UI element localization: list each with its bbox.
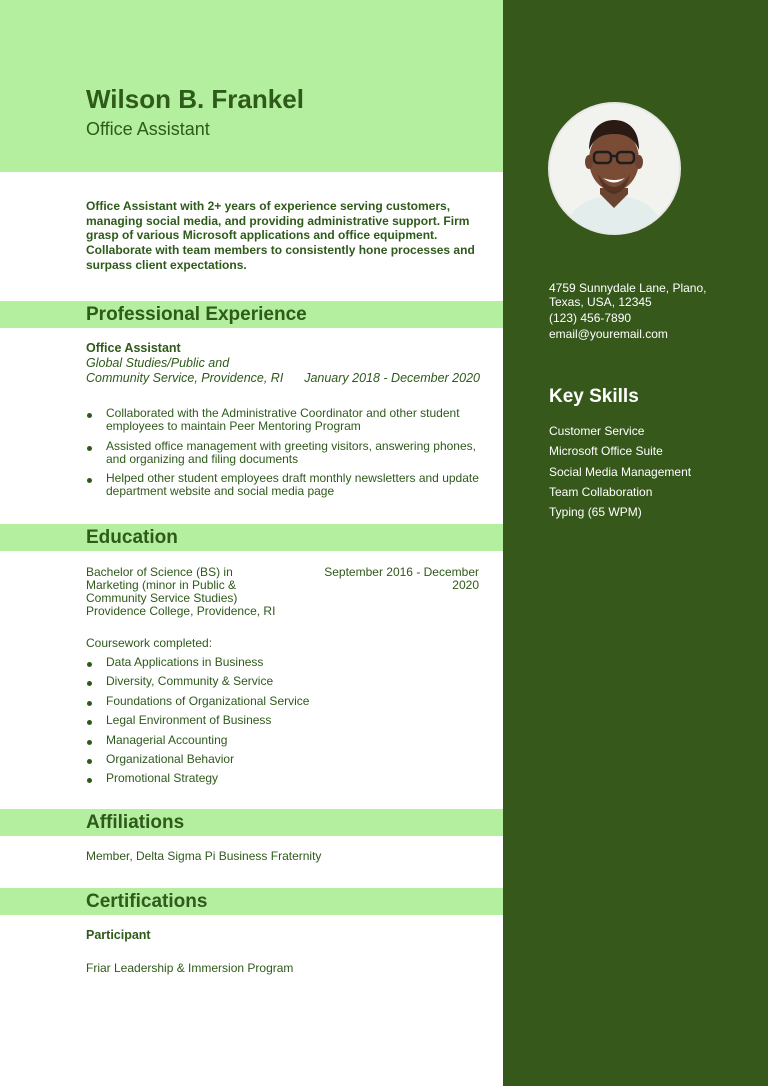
skills-list: [549, 424, 691, 525]
profile-photo: [548, 102, 681, 235]
education-degree: Bachelor of Science (BS) in Marketing (minor in Public & Community Service Studies): [86, 565, 238, 605]
affiliation-text: Member, Delta Sigma Pi Business Fraternity: [86, 849, 322, 863]
certifications-heading: Certifications: [86, 891, 208, 912]
education-section-band: [0, 524, 503, 551]
candidate-name: Wilson B. Frankel: [86, 84, 304, 114]
list-item: Legal Environment of Business: [86, 714, 486, 733]
bullet-icon: [87, 778, 92, 783]
bullet-icon: [87, 759, 92, 764]
list-item: Promotional Strategy: [86, 772, 486, 791]
skill-item: Typing (65 WPM): [549, 505, 642, 520]
contact-email: email@youremail.com: [549, 327, 668, 341]
bullet-icon: [87, 662, 92, 667]
bullet-icon: [87, 740, 92, 745]
person-portrait-icon: [550, 104, 679, 233]
affiliations-section-band: [0, 809, 503, 836]
bullet-icon: [87, 413, 92, 418]
list-item: Collaborated with the Administrative Coordinator and other student employees to maintain Peer Mentoring Program: [86, 407, 486, 434]
job-organization: Global Studies/Public and Community Service, Providence, RI: [86, 356, 284, 385]
job-title: Office Assistant: [86, 341, 181, 355]
education-school: Providence College, Providence, RI: [86, 604, 276, 618]
skill-item: Customer Service: [549, 424, 645, 438]
bullet-icon: [87, 720, 92, 725]
list-item: Foundations of Organizational Service: [86, 695, 486, 714]
experience-bullets: [86, 407, 486, 505]
list-item: Organizational Behavior: [86, 753, 486, 772]
affiliations-heading: Affiliations: [86, 812, 185, 833]
summary-text: Office Assistant with 2+ years of experience serving customers, managing social media, and providing administrative support. Firm grasp of various Microsoft applications and office equipment. Collaborate with team members to consistently hone processes and surpass client expectations.: [86, 199, 475, 272]
candidate-role: Office Assistant: [86, 119, 210, 139]
contact-address-line2: Texas, USA, 12345: [549, 295, 652, 309]
education-heading: Education: [86, 527, 178, 548]
list-item: Assisted office management with greeting visitors, answering phones, and organizing and filing documents: [86, 440, 486, 467]
experience-heading: Professional Experience: [86, 304, 307, 325]
job-dates: January 2018 - December 2020: [304, 371, 480, 385]
certification-program: Friar Leadership & Immersion Program: [86, 961, 294, 975]
coursework-label: Coursework completed:: [86, 636, 213, 650]
coursework-list: [86, 656, 486, 792]
education-dates: September 2016 - December 2020: [324, 565, 479, 592]
skills-heading: Key Skills: [549, 386, 639, 407]
skill-item: Microsoft Office Suite: [549, 444, 663, 459]
list-item: Managerial Accounting: [86, 734, 486, 753]
certifications-section-band: [0, 888, 503, 915]
contact-phone: (123) 456-7890: [549, 311, 632, 325]
list-item: Data Applications in Business: [86, 656, 486, 675]
list-item: Helped other student employees draft monthly newsletters and update department website and social media page: [86, 472, 486, 499]
bullet-icon: [87, 446, 92, 451]
contact-address-line1: 4759 Sunnydale Lane, Plano,: [549, 281, 707, 295]
certification-label: Participant: [86, 928, 151, 942]
bullet-icon: [87, 478, 92, 483]
list-item: Diversity, Community & Service: [86, 675, 486, 694]
skill-item: Social Media Management: [549, 464, 692, 479]
bullet-icon: [87, 701, 92, 706]
skill-item: Team Collaboration: [549, 484, 653, 499]
bullet-icon: [87, 681, 92, 686]
